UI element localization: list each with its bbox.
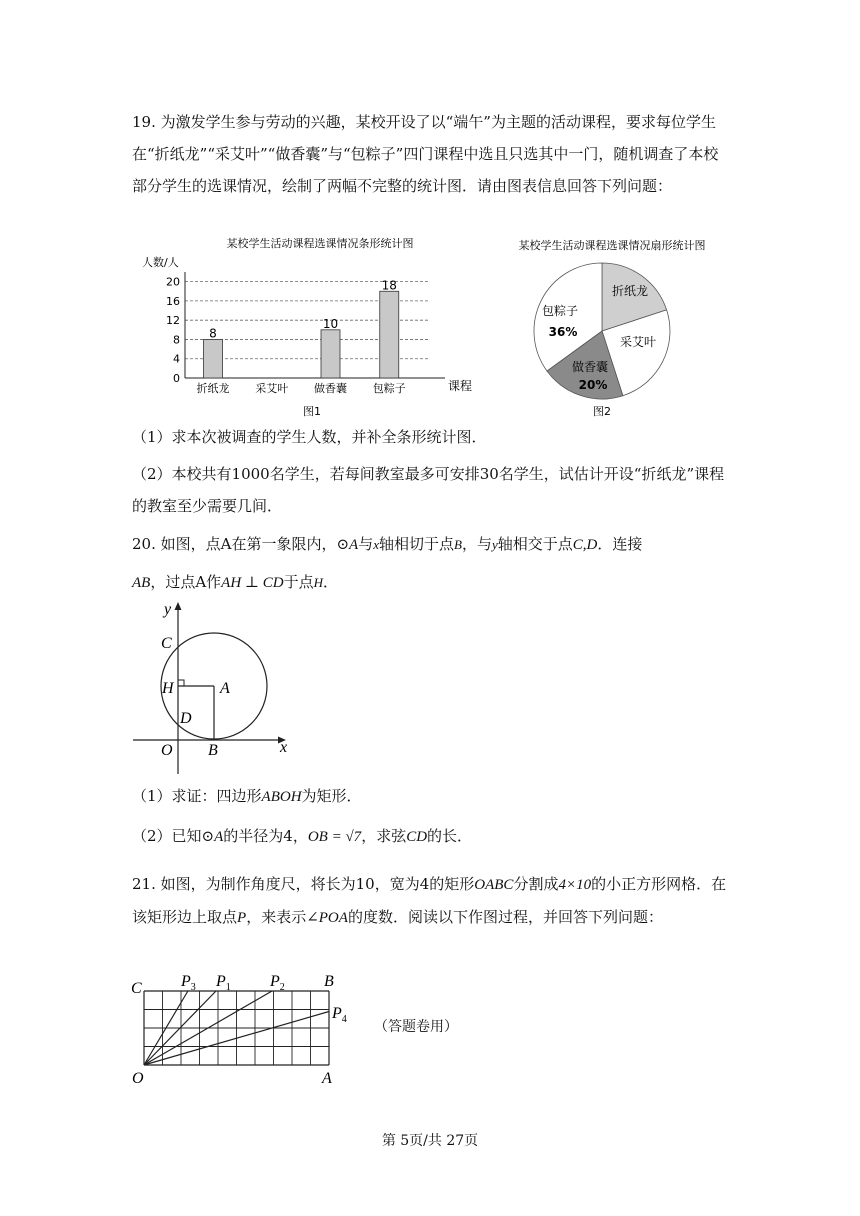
label-p2: $P_2$ xyxy=(270,973,285,993)
bar-1 xyxy=(204,339,223,378)
q21-text: 21. 如图，为制作角度尺，将长为10，宽为4的矩形OABC分割成4×10的小正方形网格．在该矩形边上取点P，来表示∠POA的度数．阅读以下作图过程，并回答下列问题： xyxy=(132,875,727,926)
q19-part2: （2）本校共有1000名学生，若每间教室最多可安排30名学生，试估计开设“折纸龙”课程的教室至少需要几间． xyxy=(132,465,725,515)
pie-percent-zuoxiangnang: 20% xyxy=(578,378,608,392)
label-o: O xyxy=(161,742,173,759)
bar-chart-xlabel: 课程 xyxy=(448,379,473,393)
label-b: B xyxy=(208,742,218,759)
bar-chart-ylabel: 人数/人 xyxy=(142,256,179,269)
label-h: H xyxy=(162,680,174,697)
pie-label-zhezhilong: 折纸龙 xyxy=(611,284,649,298)
bar-data-label: 8 xyxy=(209,326,217,341)
label-p4: $P_4$ xyxy=(332,1005,347,1025)
q20-line2: AB，过点A作AH ⊥ CD于点H． xyxy=(132,573,339,591)
pie-percent-baozongzi: 36% xyxy=(548,325,578,339)
bar-chart-caption: 图1 xyxy=(303,405,321,418)
bar-chart-yticks xyxy=(166,276,180,385)
label-d: D xyxy=(180,710,192,727)
bar-chart-ytick-label: 16 xyxy=(166,294,180,308)
pie-chart-caption: 图2 xyxy=(593,405,611,418)
bar-data-label: 10 xyxy=(322,316,339,331)
bar-category-label: 折纸龙 xyxy=(196,382,230,395)
bar-chart-bars xyxy=(204,278,399,378)
pie-chart-title: 某校学生活动课程选课情况扇形统计图 xyxy=(518,239,706,252)
bar-category-label: 做香囊 xyxy=(314,382,347,395)
bar-data-label: 18 xyxy=(381,278,397,293)
label-a: A xyxy=(220,680,230,697)
grid-figure xyxy=(128,962,368,1090)
pie-chart xyxy=(490,234,735,424)
q20-part2: （2）已知⊙A的半径为4，OB = √7，求弦CD的长． xyxy=(132,827,473,845)
label-c: C xyxy=(131,980,142,997)
pie-label-baozongzi: 包粽子 xyxy=(541,304,579,318)
pie-label-caiaiye: 采艾叶 xyxy=(619,335,657,349)
bar-chart-ytick-label: 4 xyxy=(173,352,180,366)
page-footer: 第 5页/共 27页 xyxy=(381,1133,479,1149)
bar-4 xyxy=(380,291,399,378)
bar-chart-ytick-label: 20 xyxy=(166,275,180,289)
right-angle-mark xyxy=(178,680,184,686)
label-y: y xyxy=(164,601,172,618)
bar-chart-title: 某校学生活动课程选课情况条形统计图 xyxy=(226,237,414,250)
bar-category-label: 包粽子 xyxy=(372,382,406,395)
label-p3: $P_3$ xyxy=(181,973,196,993)
q19-text: 19. 为激发学生参与劳动的兴趣，某校开设了以“端午”为主题的活动课程，要求每位学生在“折纸龙”“采艾叶”“做香囊”与“包粽子”四门课程中选且只选其中一门，随机调查了本校部分学生的选课情况，绘制了两幅不完整的统计图．请由图表信息回答下列问题： xyxy=(132,113,719,195)
q19-part1: （1）求本次被调查的学生人数，并补全条形统计图． xyxy=(132,428,487,446)
label-b: B xyxy=(324,973,334,990)
label-o: O xyxy=(132,1070,144,1087)
bar-chart-ytick-label: 8 xyxy=(173,333,180,347)
grid-lines xyxy=(144,991,329,1065)
q20-part1: （1）求证：四边形ABOH为矩形． xyxy=(132,787,362,805)
bar-chart-ytick-label: 0 xyxy=(173,372,180,385)
circle-figure xyxy=(128,598,298,778)
label-a: A xyxy=(322,1070,332,1087)
answer-sheet-note: （答题卷用） xyxy=(374,1019,458,1035)
pie-label-zuoxiangnang: 做香囊 xyxy=(571,360,609,374)
y-axis-arrow xyxy=(175,602,182,610)
bar-3 xyxy=(321,330,340,378)
label-x: x xyxy=(280,739,288,756)
label-c: C xyxy=(161,635,172,652)
bar-category-label: 采艾叶 xyxy=(255,382,289,395)
label-p1: $P_1$ xyxy=(216,973,231,993)
bar-chart-categories xyxy=(197,381,406,395)
q20-line1: 20. 如图，点A在第一象限内，⊙A与x轴相切于点B，与y轴相交于点C,D．连接 xyxy=(132,535,643,553)
bar-chart xyxy=(140,234,485,424)
bar-chart-ytick-label: 12 xyxy=(166,314,180,328)
